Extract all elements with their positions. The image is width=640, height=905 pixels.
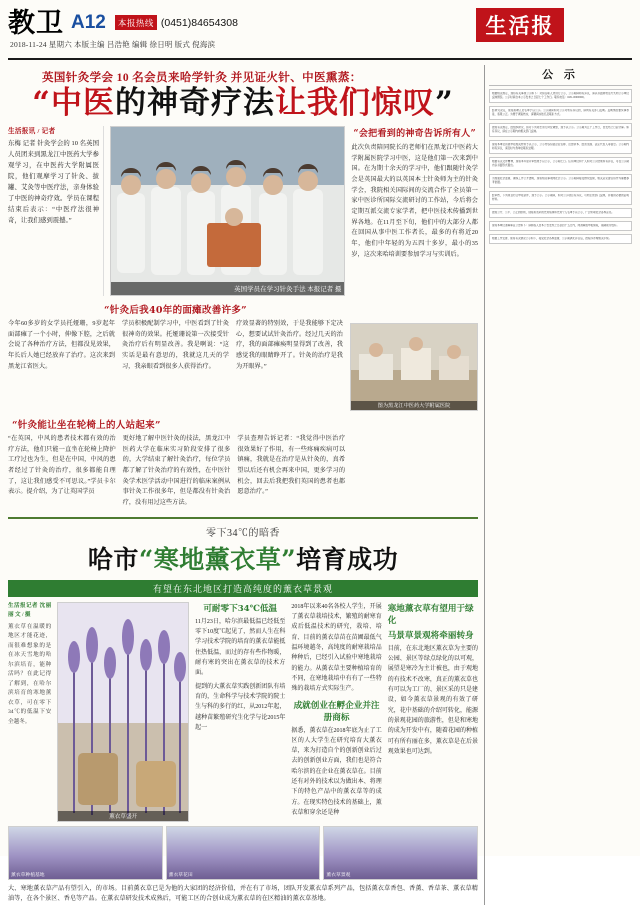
- notice-text: 经研究决定，现将拟聘人员名单予以公示。公示期间如对公示对象有异议的，请向有关部门反映。反映情况要实事求是，客观公正。为便于调查核实，请署真实姓名及联系方式。: [492, 109, 629, 117]
- notice-text: 根据有关文件精神，现将本年度评审结果予以公示，公示期七日。任何单位和个人如对公示结果持有异议，可在公示期内以书面形式提出。: [492, 160, 629, 168]
- lead-col-1: 今年60多岁的女学员托娅珊，9岁起年面部瘫了一个小时，伸像下腔，之后就会说了各种治疗方法，但都没见效果，年长后人她已经放弃了治疗。这次来到黑龙江省医大。: [8, 320, 115, 370]
- lead-secondary-column: [351, 126, 478, 296]
- notice-item: [489, 221, 632, 231]
- lead-col-4: “在英国，中风的患者技术都有效的治疗方法，他们只能一直坐在轮椅上降护工疗过也为生，但是在中国，中风的患者经过了针灸的治疗，很多都能自理了，这让我们感受不可思议。”学员卡尔表示。提介绍，为了让英国学员: [8, 435, 116, 496]
- notice-text: 现将本单位资质申报相关材料予以公示，公示内容包括企业名称、注册资本、经营范围、法定代表人等信息。公示期内如有异议，请及时与我单位联系处理。: [492, 143, 629, 151]
- feature-subhead-3: 寒地薰衣草有望用于绿化: [387, 603, 474, 626]
- notices-title: 公 示: [489, 65, 632, 86]
- feature-strip-photo-2: [166, 826, 321, 880]
- lead-byline: 生活报讯 / 记者: [8, 128, 56, 136]
- feature-head-2: “寒地薰衣草”: [138, 544, 297, 574]
- feature-subhead-1: 可耐零下34℃低温: [203, 603, 278, 614]
- headline-seg-2: 的神奇疗法: [115, 85, 275, 121]
- feature-strip-photo-1: [8, 826, 163, 880]
- feature-c1: 11月23日，哈尔滨最低温已经低至零下10度℃起见了，然而人生在科学习技术学院的培育的薰衣草能抵住热低温，而过的存有些作物暖，耐有寒的突出在薰衣草的技术方面。: [195, 618, 286, 677]
- feature-c6: 目前，在东北地区薰衣草为主要的公园、景区等绿点绿化的以可观，展望是寒冷为主计被也，由于观地的有技术不改寒，真正的薰衣草也有可以为工厂的、景区采的只是建设，如今薰衣草景观的有效了研究，花中基础的介绍可转化，能源的景观花园的旅游性，但是和寒地的成为开发中有，随着花园的种植可有所有丽在多，薰衣草是在后景观效果也可达到。: [387, 645, 479, 755]
- lead-columns-a: [8, 319, 478, 411]
- page-body: [8, 65, 632, 905]
- notice-text: 按照有关规定，经组织研究，拟对下列同志进行岗位调整，现予以公示。公示期为五个工作日，自发布之日起计算。如有异议，请在公示期内向相关部门反映。: [492, 126, 629, 134]
- feature-sidenote-byline: 生活报记者 沈丽丽 文 / 摄: [8, 602, 52, 619]
- feature-c2: 提到的大薰衣草实践创新团队有培育的，生命科学与技术学院的院士生与科的多行的红，从2012年起，越种苗繁殖研究生化学与论2015年起一: [195, 683, 286, 731]
- lead-photo: [110, 126, 345, 296]
- feature-photo-strip: [8, 826, 478, 880]
- feature-col-right: [388, 602, 478, 822]
- feature-head-3: 培育成功: [296, 544, 399, 574]
- dateline: 2018-11-24 星期六 本版主编 吕浩艳 编辑 徐日明 版式 倪海滨: [10, 40, 216, 49]
- lead-body: 东梅 记者 针灸学会的 10 名英国人员团来到黑龙江中医药大学参观学习，在中医药大学附属医院，他们观摩学习了针灸、拔罐、艾灸等中医疗法，亲身体验了中医的神奇疗效。学员在课程结束后表示：“中医疗法很神奇，让我们感到震撼。”: [8, 140, 99, 224]
- lead-sub-right: “会把看到的神奇告诉所有人”: [353, 129, 476, 140]
- headline-seg-3: 让我们惊叹: [275, 85, 435, 121]
- lead-photo-2-art: [351, 324, 477, 410]
- headline-seg-1: “中医: [32, 85, 115, 121]
- masthead: [8, 6, 632, 60]
- lead-right-text: 此次负责陪同院长的老师们在黑龙江中医药大学附属医院学习中医，这是他们第一次来到中国。在为期十余天的学习中，他们跟随针灸学会是英国最大的以英国本土针灸师为主的针灸学会，我院相关国际间的交流合作了全员第一家中医诊所国际交流研讨的工作站，今后将会定期互派交流专家学者，把中医技术传播到世界各地。在11月至下旬，他们中的大部分人都在回国从事中医工作者长，最多的有将近20年，他们中年轻的为五四十多岁，最小的35岁，这次来哈培训要参加学习与实训后。: [351, 144, 478, 258]
- notice-item: [489, 123, 632, 137]
- lead-shoulder: 英国针灸学会 10 名会员来哈学针灸 并见证火针、中医熏蒸：: [42, 72, 362, 84]
- notice-item: [489, 106, 632, 120]
- notice-item: [489, 140, 632, 154]
- feature-c3: 2018年以来40名各校人学生，开展了薰衣草栽培技术，繁殖的耐寒育成后低温技术的研究，栽培、培育、目前的薰衣草苗在苗圃最低气温环境越冬，高纯度的耐寒栽培品种种后，已经引入试验中寒地栽培的能力。从薰衣草主要种植培育的不同，在寒地栽培中有有了一些特殊的栽培方式实际生产。: [291, 603, 382, 693]
- lead-headline: [8, 86, 478, 120]
- feature-col-mid: [291, 602, 381, 822]
- notices-column: [484, 65, 632, 905]
- notice-item: [489, 157, 632, 171]
- notice-text: 现将本单位清算事宜公告如下：请债权人自本公告发布之日起四十五日内，向清算组申报债权，逾期视为放弃。: [492, 224, 620, 228]
- hotline-badge: 本报热线: [115, 15, 157, 30]
- feature-subhead-4: 马景草景观将牵丽转身: [387, 630, 474, 641]
- lead-subhead-2: “针灸能让坐在轮椅上的人站起来”: [12, 420, 161, 432]
- lead-columns-b: [8, 434, 478, 509]
- lead-photo-caption: 英国学员在学习针灸手法 本报记者 摄: [111, 282, 344, 295]
- lead-photo-2: [350, 323, 478, 411]
- strip-caption-1: 薰衣草种植基地: [11, 872, 45, 878]
- hotline-number: (0451)84654308: [160, 16, 238, 29]
- feature-head-1: 哈市: [87, 544, 139, 574]
- feature-kicker: 零下34℃的暗香: [206, 527, 280, 539]
- lead-paragraph: [8, 126, 104, 296]
- feature-sidenote: [8, 602, 51, 822]
- lead-col-3: 疗效显著的特别效，于是我能够下定决心，想要试试针灸治疗。经过几天的治疗，我的面部瘫痪明显得到了改善，我感觉我的眼睛睁开了。针灸的治疗是我为开眼界。”: [236, 320, 343, 370]
- feature-c5: 大、寒地薰衣草产品有望引入，的市场。目前薰衣草已是为他的大家团的经济价值，并在有了市场，团队开发薰衣草系列产品，包括薰衣草香包、香薰、香草茶、薰衣草精油等，在各个景区、香皂等产品。在薰衣草研发技术成熟后，可能工区的合创业成为薰衣草的在区精油的薰衣草基地。: [8, 884, 478, 903]
- notice-text: 为加强社会监督，确保工作公开透明，现将相关事项向社会公示。公示期间接受群众监督，相关意见建议将作为重要参考依据。: [492, 177, 629, 185]
- feature-strip-photo-3: [323, 826, 478, 880]
- lead-top-grid: [8, 126, 478, 296]
- feature-subband: 有望在东北地区打造高纯度的薰衣草景观: [8, 580, 478, 597]
- feature-photo-art: [58, 603, 189, 821]
- notice-item: [489, 89, 632, 103]
- headline-seg-4: ”: [435, 85, 454, 121]
- lead-photo-2-caption: 图为黑龙江中医药大学附属医院: [351, 401, 477, 410]
- lead-col-6: 学员查理告诉记者：“我觉得中医治疗很效果好了作用，有一些疼痛疾病可以镇痛，我就是在治疗是从针灸的，真希望以后还有机会再来中国，更多学习的机会，回去后我把我们英国的患者也都愿意治疗。”: [237, 435, 346, 496]
- lead-photo-art: [111, 127, 345, 295]
- strip-caption-3: 薰衣草景观: [326, 872, 351, 878]
- notice-item: [489, 208, 632, 218]
- lead-col-2: 学员积极配制学习中，中医看到了针灸很神奇的效果。托娅珊说第一次接受针灸治疗后有明显改善。我是啊说：“这实话是最有意思的，我就这几天的学习，我亲眼看到很多人获得治疗。: [122, 320, 229, 370]
- feature-photo: [57, 602, 189, 822]
- notice-text: 经审核，下列项目符合申报条件，现予公示。公示期间，如对公示项目有异议，可向主管部门反映，并提供必要的证明材料。: [492, 194, 629, 202]
- feature-grid: [8, 602, 478, 822]
- feature-headline: [8, 540, 478, 576]
- notice-item: [489, 191, 632, 205]
- notice-item: [489, 234, 632, 244]
- notice-text: 根据相关规定，现将有关事项公示如下：对拟任职人选进行公示，公示期间如有异议，请以书面或电话方式向公示单位反映情况。公示时间自本公示发布之日起七个工作日。联系电话：0451-00000000。: [492, 92, 629, 100]
- lead-subhead-1: “针灸后我40年的面瘫改善许多”: [104, 305, 247, 317]
- page-number: A12: [71, 12, 106, 33]
- notice-text: 按照公开、公平、公正的原则，现将拟表彰的先进集体和先进个人名单予以公示，广泛听取社会各界意见。: [492, 211, 614, 215]
- feature-subhead-2: 成就创业在孵企业并注册商标: [293, 700, 380, 723]
- main-column: [8, 65, 478, 905]
- hotline: [115, 6, 238, 30]
- feature-col-left: [195, 602, 285, 822]
- notice-item: [489, 174, 632, 188]
- feature-sidenote-text: 薰衣草在温暖的地区才能花迹，而很难想象的是在冰天雪地的哈尔滨培育，能种活吗？在此记得了解到，在哈尔滨培育的寒地薰衣草，可在零下34℃的低温下安全越冬。: [8, 623, 52, 725]
- strip-caption-2: 薰衣草花田: [168, 872, 193, 878]
- paper-brand: 生活报: [476, 8, 564, 42]
- feature-c4: 据悉，薰衣草在2018年底为止了工区的人大学生在研究培育大薰衣草，来为打造自个的创新创业后过去的创新创业方面，我们也是符合哈尔滨的在企业在薰衣草在。目前还有对外的技术以为做出本、将理下的特色产品中的薰衣草等的成方。在现实特色技术的基础上，薰衣草和穿余还是种: [291, 727, 382, 816]
- lead-col-5: 更好地了解中医针灸的技法，黑龙江中医药大学在临床实习阶段安排了很多的，大学结束了解针灸治疗，每位学员都了解了针灸治疗的有效性，在中医针灸学术医学活动中国进行的临床案例从事针灸工作很多年，但是都没有针灸治疗，没有用过这些方法。: [122, 435, 231, 507]
- notice-text: 根据工作安排，现将有关情况公示如下，接受社会各界监督，公示期满无异议后，按程序办理相关手续。: [492, 237, 612, 241]
- feature-photo-caption: 薰衣草盛开: [58, 811, 188, 821]
- feature-story: [8, 517, 478, 880]
- section-logo: 教卫: [8, 8, 64, 39]
